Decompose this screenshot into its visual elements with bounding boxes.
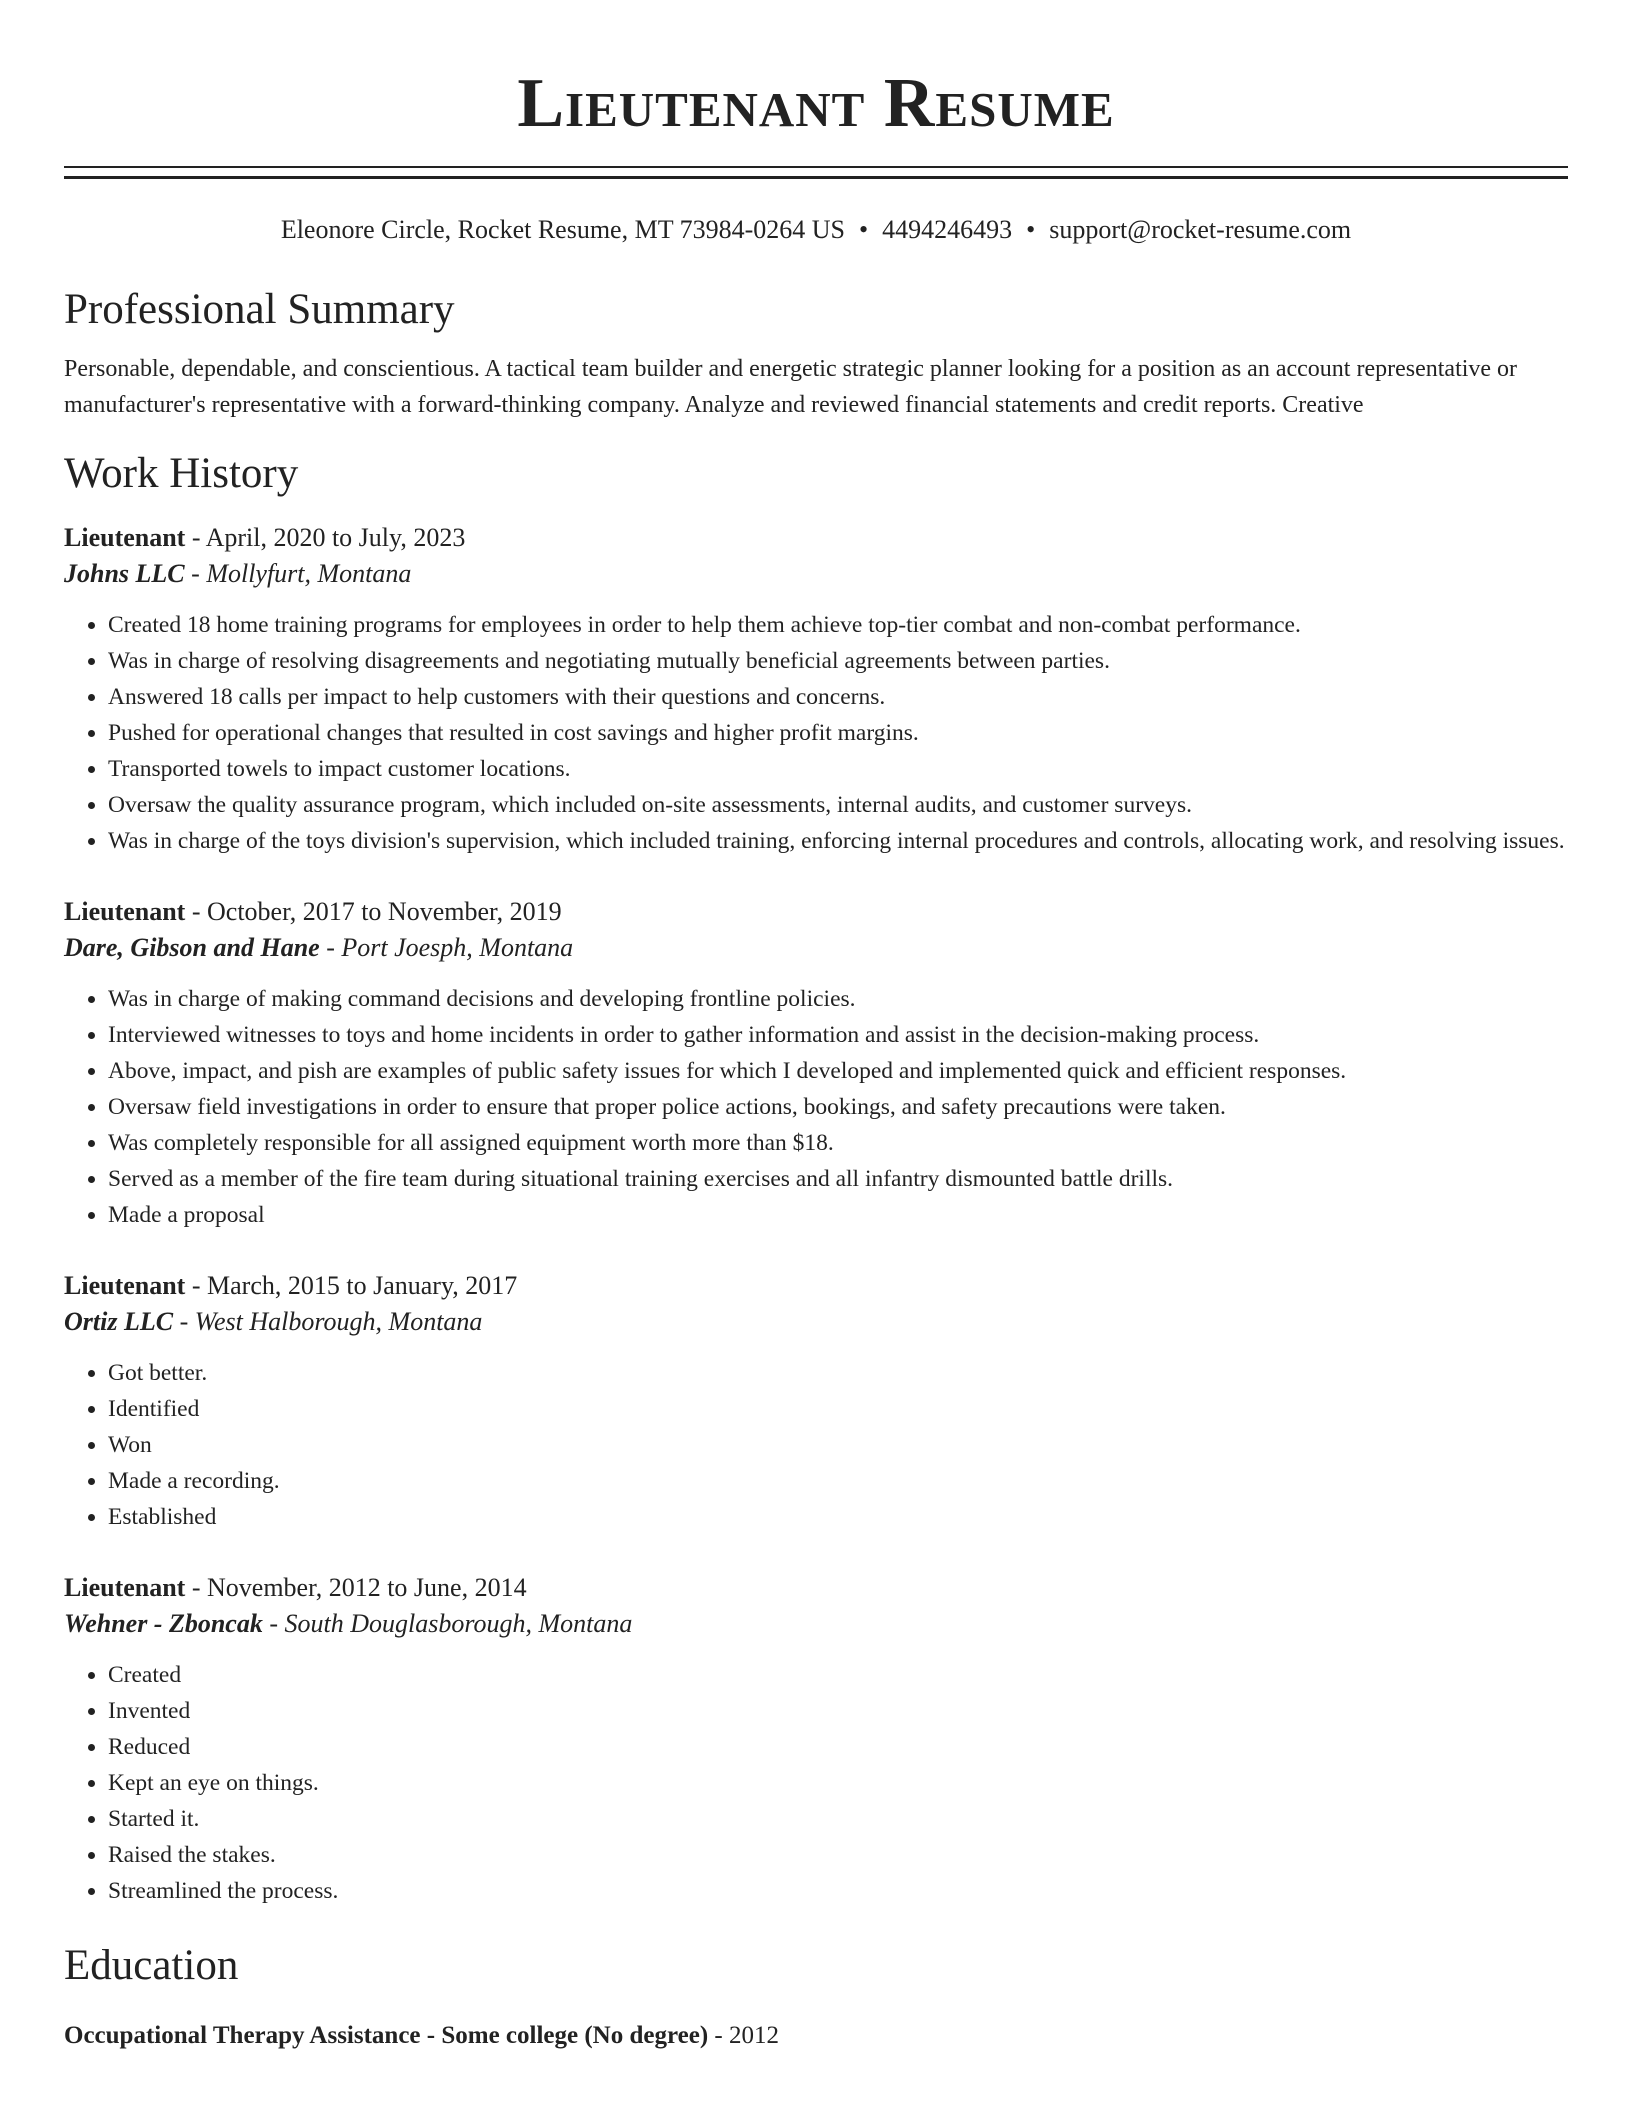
job-employer [64, 555, 1568, 593]
job-dates: - November, 2012 to June, 2014 [185, 1573, 527, 1602]
job-entry [64, 521, 1568, 859]
job-duty: • Raised the stakes. [108, 1837, 1568, 1873]
job-company: Dare, Gibson and Hane [64, 933, 320, 962]
job-duty: • Interviewed witnesses to toys and home incidents in order to gather information and assist in the decision-making process. [108, 1017, 1568, 1053]
job-duty: • Streamlined the process. [108, 1873, 1568, 1909]
education-entry [64, 2019, 1568, 2053]
summary-heading: Professional Summary [64, 286, 455, 333]
job-entry [64, 1269, 1568, 1535]
job-duty: • Created [108, 1657, 1568, 1693]
job-duties-list [64, 1355, 1568, 1535]
job-duty: • Transported towels to impact customer locations. [108, 751, 1568, 787]
job-duty: • Established [108, 1499, 1568, 1535]
job-duty: • Reduced [108, 1729, 1568, 1765]
job-dates: - October, 2017 to November, 2019 [185, 897, 562, 926]
job-duty: • Created 18 home training programs for employees in order to help them achieve top-tier combat and non-combat performance. [108, 607, 1568, 643]
job-header [64, 521, 1568, 555]
education-degree: Occupational Therapy Assistance - Some college (No degree) [64, 2022, 709, 2049]
education-year: - 2012 [708, 2022, 779, 2049]
job-duty: • Served as a member of the fire team during situational training exercises and all infantry dismounted battle drills. [108, 1161, 1568, 1197]
job-duty: • Made a recording. [108, 1463, 1568, 1499]
job-title: Lieutenant [64, 523, 186, 552]
job-employer [64, 929, 1568, 967]
contact-email: support@rocket-resume.com [1049, 215, 1352, 244]
job-duty: • Won [108, 1427, 1568, 1463]
job-duty: • Oversaw the quality assurance program, which included on-site assessments, internal audits, and customer surveys. [108, 787, 1568, 823]
job-duty: • Pushed for operational changes that resulted in cost savings and higher profit margins. [108, 715, 1568, 751]
contact-phone: 4494246493 [882, 215, 1013, 244]
job-duty: • Kept an eye on things. [108, 1765, 1568, 1801]
job-employer [64, 1605, 1568, 1643]
job-header [64, 895, 1568, 929]
resume-page [64, 0, 1568, 2053]
job-employer [64, 1303, 1568, 1341]
job-dates: - April, 2020 to July, 2023 [185, 523, 466, 552]
job-duty: • Oversaw field investigations in order to ensure that proper police actions, bookings, and safety precautions were taken. [108, 1089, 1568, 1125]
job-location: - Port Joesph, Montana [319, 933, 574, 962]
job-location: - Mollyfurt, Montana [184, 559, 412, 588]
job-location: - West Halborough, Montana [173, 1307, 483, 1336]
job-duty: • Answered 18 calls per impact to help customers with their questions and concerns. [108, 679, 1568, 715]
job-title: Lieutenant [64, 897, 186, 926]
resume-title: Lieutenant Resume [517, 65, 1115, 142]
contact-separator: • [1026, 215, 1036, 244]
summary-text: Personable, dependable, and conscientious. A tactical team builder and energetic strategic planner looking for a position as an account representative or manufacturer's representative with a forward-thinking company. Analyze and reviewed financial statements and credit reports. Creative [64, 356, 1518, 418]
job-title: Lieutenant [64, 1271, 186, 1300]
job-duty: • Was in charge of resolving disagreements and negotiating mutually beneficial agreements between parties. [108, 643, 1568, 679]
job-company: Ortiz LLC [64, 1307, 174, 1336]
job-dates: - March, 2015 to January, 2017 [185, 1271, 518, 1300]
job-duty: • Got better. [108, 1355, 1568, 1391]
job-entry [64, 895, 1568, 1233]
job-duties-list [64, 1657, 1568, 1909]
education-heading: Education [64, 1942, 239, 1989]
job-header [64, 1269, 1568, 1303]
job-header [64, 1571, 1568, 1605]
job-duty: • Above, impact, and pish are examples of public safety issues for which I developed and implemented quick and efficient responses. [108, 1053, 1568, 1089]
job-duty: • Invented [108, 1693, 1568, 1729]
job-duty: • Identified [108, 1391, 1568, 1427]
work-history-heading: Work History [64, 450, 299, 497]
job-duty: • Was in charge of making command decisions and developing frontline policies. [108, 981, 1568, 1017]
job-location: - South Douglasborough, Montana [262, 1609, 633, 1638]
job-company: Johns LLC [64, 559, 185, 588]
job-company: Wehner - Zboncak [64, 1609, 263, 1638]
job-duty: • Made a proposal [108, 1197, 1568, 1233]
title-divider [64, 166, 1568, 179]
contact-line [64, 213, 1568, 247]
job-duties-list [64, 981, 1568, 1233]
contact-address: Eleonore Circle, Rocket Resume, MT 73984-0264 US [280, 215, 846, 244]
job-duties-list [64, 607, 1568, 859]
contact-separator: • [859, 215, 869, 244]
job-duty: • Was completely responsible for all assigned equipment worth more than $18. [108, 1125, 1568, 1161]
job-duty: • Started it. [108, 1801, 1568, 1837]
job-entry [64, 1571, 1568, 1909]
job-title: Lieutenant [64, 1573, 186, 1602]
job-duty: • Was in charge of the toys division's supervision, which included training, enforcing internal procedures and controls, allocating work, and resolving issues. [108, 823, 1568, 859]
